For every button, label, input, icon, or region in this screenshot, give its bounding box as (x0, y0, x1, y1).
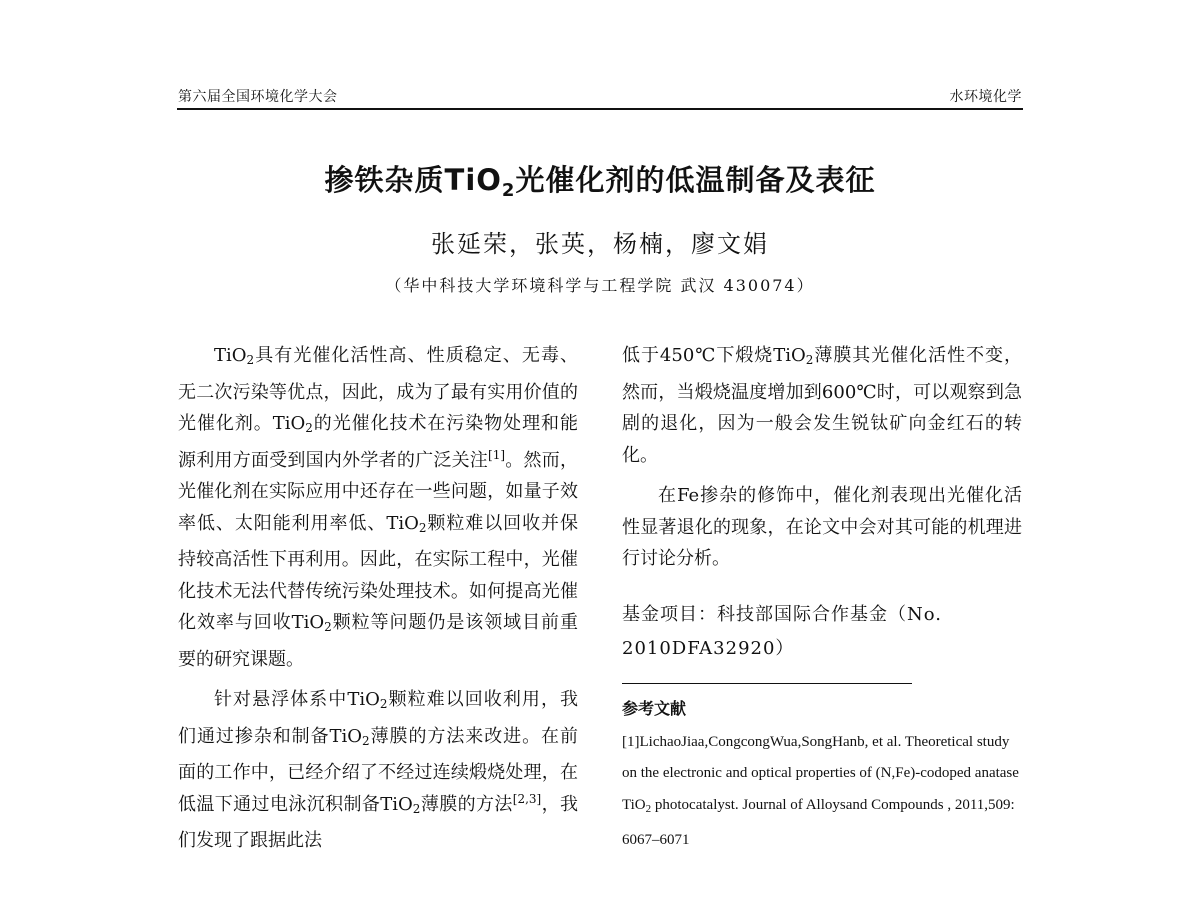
text-run: ，我们发现了跟据此法 (178, 793, 579, 851)
citation-ref: [2,3] (512, 791, 542, 806)
citation-ref: [1] (488, 447, 506, 462)
subscript: 2 (379, 697, 388, 711)
subscript: 2 (246, 353, 255, 367)
text-run: 的光催化技术在污染物处理和能源利用方面受到国内外学者的广泛关注 (178, 413, 578, 471)
subscript: 2 (324, 620, 332, 634)
subscript: 2 (418, 520, 427, 535)
paper-title (0, 158, 1200, 201)
subscript: 2 (805, 353, 814, 367)
running-header-section: 水环境化学 (949, 89, 1022, 105)
text-run: [1]LichaoJiaa,CongcongWua,SongHanb, et al. Theoretical study on the electronic and optical properties of (N,Fe)-codoped anatase TiO (622, 733, 1019, 813)
affiliation: （华中科技大学环境科学与工程学院 武汉 430074） (385, 276, 815, 295)
text-run: photocatalyst. Journal of Alloysand Compounds , 2011,509: 6067–6071 (622, 796, 1015, 848)
text-run: 针对悬浮体系中TiO (214, 689, 380, 710)
references-heading: 参考文献 (622, 698, 687, 718)
continued-paragraph (622, 340, 1022, 471)
fe-doping-paragraph: 在Fe掺杂的修饰中，催化剂表现出光催化活性显著退化的现象，在论文中会对其可能的机理进行讨论分析。 (622, 485, 1022, 569)
header-rule (177, 108, 1023, 110)
reference-item (622, 727, 1022, 857)
text-run: 薄膜其光催化活性不变，然而，当煅烧温度增加到600℃时，可以观察到急剧的退化，因为一般会发生锐钛矿向金红石的转化。 (622, 345, 1023, 466)
text-run: 具有光催化活性高、性质稳定、无毒、无二次污染等优点，因此，成为了最有实用价值的光催化剂。TiO (178, 345, 578, 434)
subscript: 2 (412, 801, 421, 816)
text-run: TiO (214, 345, 247, 366)
text-run: 薄膜的方法来改进。在前面的工作中，已经介绍了不经过连续煅烧处理，在低温下通过电泳沉积制备TiO (178, 725, 578, 815)
subscript: 2 (645, 802, 652, 815)
running-header-conference: 第六届全国环境化学大会 (178, 89, 338, 105)
reference-rule (622, 683, 912, 684)
method-paragraph (178, 684, 578, 857)
intro-paragraph (178, 340, 578, 675)
subscript: 2 (305, 421, 313, 435)
left-column (178, 340, 578, 857)
title-part-2: 光催化剂的低温制备及表征 (515, 163, 876, 197)
title-part-1: 掺铁杂质TiO (324, 163, 502, 197)
text-run: 颗粒难以回收并保持较高活性下再利用。因此，在实际工程中，光催化技术无法代替传统污染处理技术。如何提高光催化效率与回收TiO (178, 512, 578, 633)
funding-note: 基金项目：科技部国际合作基金（No. 2010DFA32920） (622, 603, 942, 659)
text-run: 薄膜的方法 (420, 793, 513, 815)
text-run: 颗粒难以回收利用，我们通过掺杂和制备TiO (178, 689, 579, 747)
subscript: 2 (362, 733, 370, 748)
text-run: 颗粒等问题仍是该领域目前重要的研究课题。 (178, 612, 578, 670)
author-list: 张延荣，张英，杨楠，廖文娟 (431, 230, 769, 258)
right-column (622, 340, 1022, 857)
text-run: 低于450℃下煅烧TiO (622, 345, 806, 366)
text-run: 。然而，光催化剂在实际应用中还存在一些问题，如量子效率低、太阳能利用率低、TiO (178, 449, 578, 534)
title-subscript: 2 (501, 180, 516, 201)
